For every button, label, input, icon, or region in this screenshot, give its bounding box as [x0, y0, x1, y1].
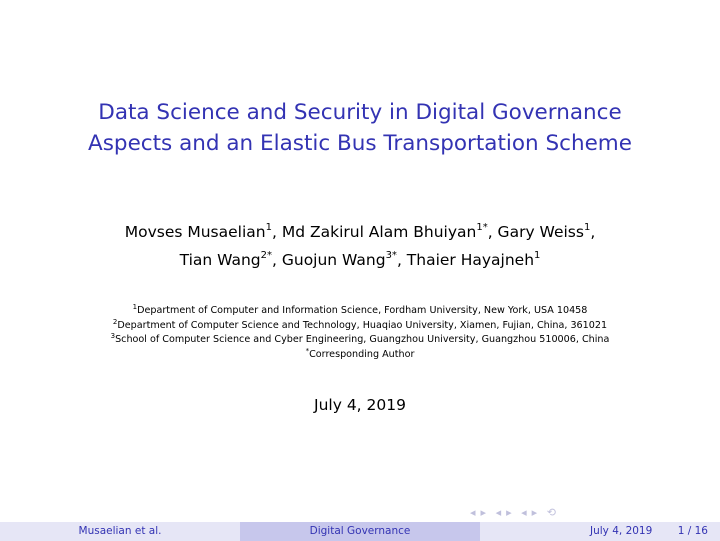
presentation-date: July 4, 2019: [314, 396, 406, 414]
author-affil-mark: 1*: [476, 222, 488, 233]
slide-title: [0, 97, 720, 159]
affiliation-item: [0, 348, 720, 363]
footer-date: July 4, 2019: [590, 525, 653, 537]
section-prev-icon[interactable]: ◂: [521, 506, 528, 519]
page-number: 1 / 16: [677, 525, 708, 537]
author-name: , Guojun Wang: [272, 251, 386, 269]
title-line-1: Data Science and Security in Digital Governance: [98, 100, 622, 125]
author-affil-mark: 1: [534, 250, 541, 261]
affiliation-mark: *: [305, 346, 310, 355]
frame-next-icon[interactable]: ▸: [480, 506, 488, 519]
affiliation-item: [0, 333, 720, 348]
footer-bar: [0, 522, 720, 541]
author-separator: ,: [590, 223, 596, 241]
footer-author: Musaelian et al.: [0, 522, 240, 541]
footer-info: [480, 522, 720, 541]
frame-prev-icon[interactable]: ◂: [470, 506, 477, 519]
affiliation-item: [0, 304, 720, 319]
search-icon[interactable]: ⟲: [546, 506, 557, 519]
affiliation-text: Department of Computer Science and Technology, Huaqiao University, Xiamen, Fujian, China, 361021: [117, 319, 608, 331]
author-name: , Md Zakirul Alam Bhuiyan: [271, 223, 477, 241]
author-affil-mark: 1: [265, 222, 272, 233]
affiliation-text: School of Computer Science and Cyber Engineering, Guangzhou University, Guangzhou 510006, China: [115, 334, 610, 346]
affiliation-mark: 1: [132, 303, 138, 311]
beamer-navigation: [470, 506, 561, 519]
footer-title: Digital Governance: [240, 522, 480, 541]
affiliation-text: Corresponding Author: [309, 348, 415, 360]
author-affil-mark: 1: [583, 222, 591, 233]
title-line-2: Aspects and an Elastic Bus Transportation Scheme: [88, 131, 632, 156]
affiliation-list: [0, 304, 720, 362]
subsection-prev-icon[interactable]: ◂: [495, 506, 503, 519]
affiliation-text: Department of Computer and Information Science, Fordham University, New York, USA 10458: [137, 305, 588, 316]
author-affil-mark: 2*: [260, 250, 272, 261]
affiliation-item: [0, 319, 720, 334]
author-affil-mark: 3*: [385, 250, 397, 261]
author-name: , Thaier Hayajneh: [396, 251, 535, 269]
affiliation-mark: 2: [112, 317, 118, 326]
author-line-1: [0, 218, 720, 246]
author-line-2: [0, 246, 720, 274]
author-name: , Gary Weiss: [487, 223, 584, 241]
subsection-next-icon[interactable]: ▸: [506, 506, 513, 519]
author-name: Movses Musaelian: [124, 223, 266, 241]
section-next-icon[interactable]: ▸: [531, 506, 539, 519]
affiliation-mark: 3: [110, 332, 116, 341]
author-name: Tian Wang: [179, 251, 261, 269]
author-list: [0, 218, 720, 274]
